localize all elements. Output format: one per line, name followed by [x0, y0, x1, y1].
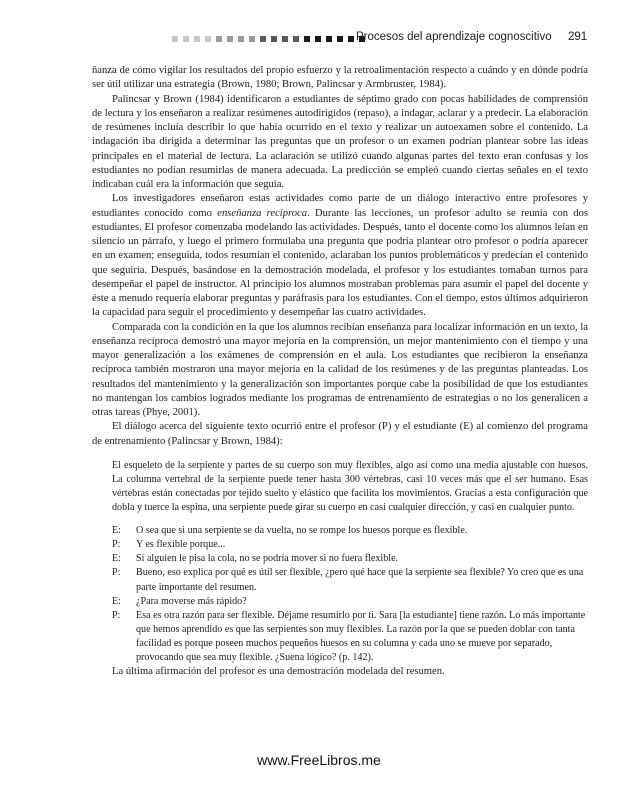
speaker-label: E: [112, 525, 121, 537]
dialogue-line [112, 552, 588, 566]
key-term: enseñanza recíproca [217, 207, 308, 219]
body-text [92, 64, 588, 679]
utterance: Esa es otra razón para ser flexible. Déjame resumirlo por ti. Sara [la estudiante] tiene razón. Lo más importante que hemos aprendido es que las serpientes son muy flexibles. La razón por la que se pueden doblar con tanta facilidad es porque poseen muchos pequeños huesos en su columna y cada uno se mueve por separado, provocando que sea muy flexible. ¿Suena lógico? (p. 142). [136, 609, 586, 663]
dialogue-line [112, 595, 588, 609]
dialogue-line [112, 524, 588, 538]
speaker-label: P: [112, 567, 121, 579]
footer-watermark: www.FreeLibros.me [257, 752, 381, 768]
utterance: O sea que si una serpiente se da vuelta, no se rompe los huesos porque es flexible. [136, 525, 468, 537]
dialogue-line [112, 538, 588, 552]
paragraph: El diálogo acerca del siguiente texto ocurrió entre el profesor (P) y el estudiante (E) al comienzo del programa de entrenamiento (Palincsar y Brown, 1984): [92, 421, 588, 447]
speaker-label: E: [112, 595, 121, 607]
running-header [0, 31, 638, 47]
dialogue-line [112, 609, 588, 665]
paragraph: ñanza de cómo vigilar los resultados del propio esfuerzo y la retroalimentación respecto a cuándo y en dónde podría ser útil utilizar una estrategia (Brown, 1980; Brown, Palincsar y Armbruster, 1984). [92, 65, 588, 91]
dialogue-line [112, 566, 588, 594]
speaker-label: P: [112, 539, 121, 551]
running-title: Procesos del aprendizaje cognoscitivo [356, 31, 552, 43]
quoted-text: El esqueleto de la serpiente y partes de su cuerpo son muy flexibles, algo así como una media ajustable con huesos. La columna vertebral de la serpiente puede tener hasta 300 vértebras, casi 10 veces más que el ser humano. Esas vértebras están conectadas por tejido suelto y elástico que facilita los movimientos. Gracias a esta configuración que dobla y tuerce la espina, una serpiente puede girar su cuerpo en casi cualquier dirección, y casi en cualquier punto. [112, 459, 588, 514]
header-decoration [172, 36, 365, 43]
speaker-label: E: [112, 553, 121, 565]
utterance: Bueno, eso explica por qué es útil ser flexible, ¿pero qué hace que la serpiente sea flexible? Yo creo que es una parte importante del resumen. [136, 567, 584, 593]
utterance: Si alguien le pisa la cola, no se podría mover si no fuera flexible. [136, 553, 399, 565]
paragraph: Comparada con la condición en la que los alumnos recibían enseñanza para localizar información en un texto, la enseñanza recíproca demostró una mayor mejoría en la comprensión, un mejor mantenimiento con el tiempo y una mayor generalización a los exámenes de comprensión en el aula. Los estudiantes que recibieron la enseñanza recíproca también mostraron una mayor mejoría en la calidad de los resúmenes y de las preguntas planteadas. Los resultados del mantenimiento y la generalización son importantes porque cabe la posibilidad de que los estudiantes no mantengan los cambios logrados mediante los programas de entrenamiento de estrategias o no los generalicen a otras tareas (Phye, 2001). [92, 321, 588, 418]
utterance: Y es flexible porque... [136, 539, 226, 551]
dialogue-excerpt [112, 459, 588, 665]
paragraph: Los investigadores enseñaron estas actividades como parte de un diálogo interactivo entre profesores y estudiantes conocido como enseñanza recíproca. Durante las lecciones, un profesor adulto se reunía con dos estudiantes. El profesor comenzaba modelando las actividades. Después, tanto el docente como los alumnos leían en silencio un párrafo, y luego el primero formulaba una pregunta que podría plantear otro profesor o podría aparecer en un examen; enseguida, todos resumían el contenido, aclaraban los puntos problemáticos y predecían el contenido que seguiría. Después, basándose en la demostración modelada, el profesor y los estudiantes tomaban turnos para desempeñar el papel de instructor. Al principio los alumnos mostraban problemas para asumir el papel del docente y éste a menudo requería elaborar preguntas y paráfrasis para los estudiantes. Con el tiempo, estos últimos adquirieron la capacidad para seguir el procedimiento y desempeñar las cuatro actividades. [92, 193, 589, 319]
page-number: 291 [568, 31, 588, 43]
closing-paragraph: La última afirmación del profesor es una demostración modelada del resumen. [112, 666, 445, 678]
speaker-label: P: [112, 609, 121, 621]
paragraph: Palincsar y Brown (1984) identificaron a estudiantes de séptimo grado con pocas habilidades de comprensión de lectura y los enseñaron a realizar resúmenes autodirigidos (repaso), a indagar, aclarar y a predecir. La elaboración de resúmenes incluía describir lo que había ocurrido en el texto y realizar un autoexamen sobre el contenido. La indagación iba dirigida a determinar las preguntas que un profesor o un examen podrían plantear sobre las ideas principales en el material de lectura. La aclaración se utilizó cuando algunas partes del texto eran confusas y los estudiantes no podían resumirlas de manera adecuada. La predicción se empleó cuando ciertas señales en el texto indicaban cuál era la información que seguía. [92, 93, 588, 190]
utterance: ¿Para moverse más rápido? [136, 595, 247, 607]
